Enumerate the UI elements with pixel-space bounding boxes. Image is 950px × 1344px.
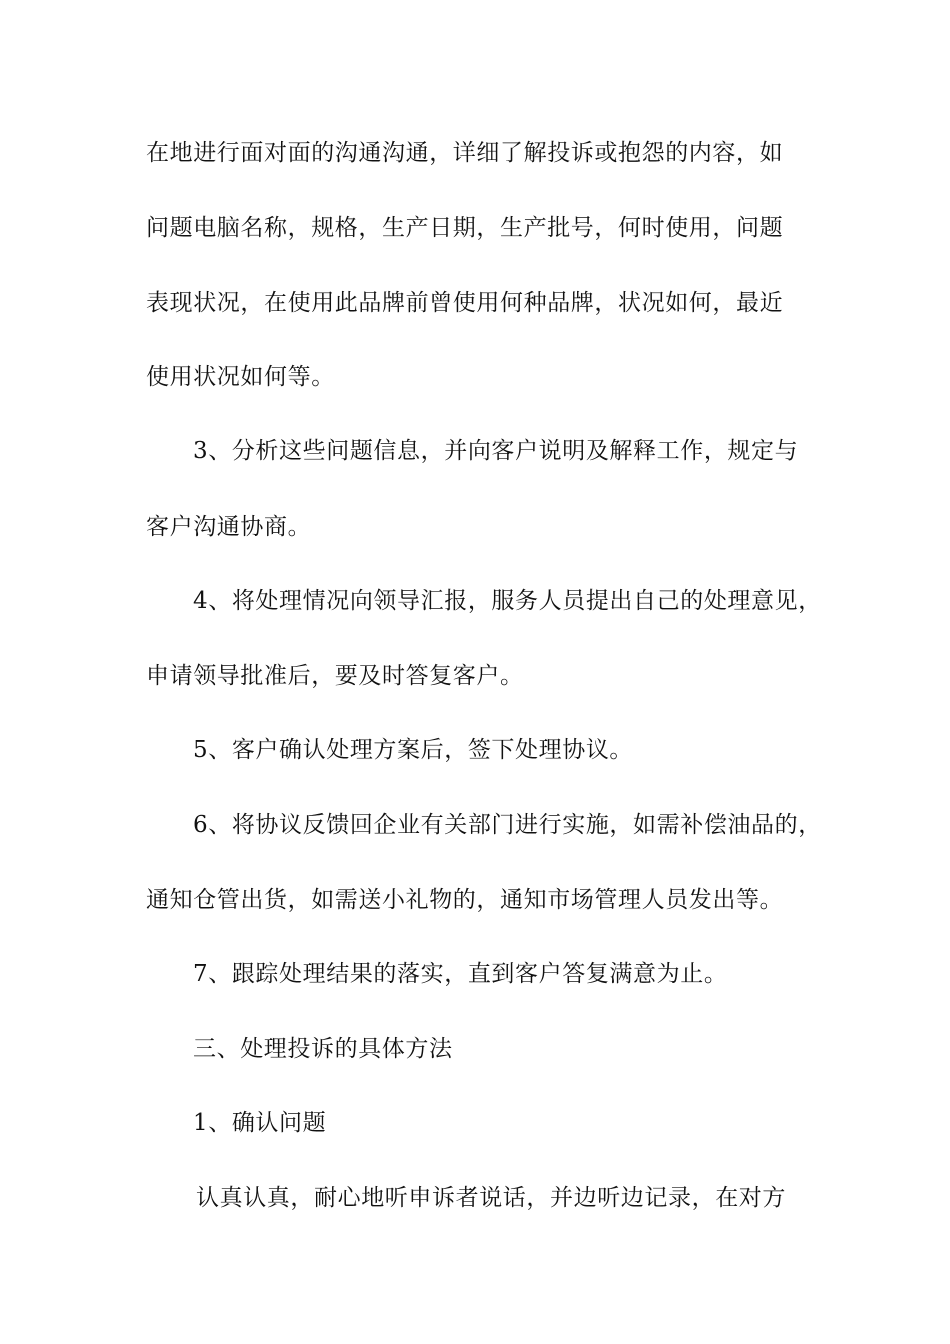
paragraph-line: 使用状况如何等。 — [146, 364, 335, 390]
list-item-4-line: 4、将处理情况向领导汇报，服务人员提出自己的处理意见， — [193, 588, 822, 614]
paragraph-line: 认真认真，耐心地听申诉者说话，并边听边记录，在对方 — [196, 1185, 786, 1211]
list-item-5-line: 5、客户确认处理方案后，签下处理协议。 — [193, 737, 634, 763]
paragraph-line: 问题电脑名称，规格，生产日期，生产批号，何时使用，问题 — [146, 215, 784, 241]
paragraph-line: 通知仓管出货，如需送小礼物的，通知市场管理人员发出等。 — [146, 887, 784, 913]
paragraph-line: 客户沟通协商。 — [146, 514, 312, 540]
paragraph-line: 在地进行面对面的沟通沟通，详细了解投诉或抱怨的内容，如 — [146, 140, 784, 166]
subsection-heading: 1、确认问题 — [193, 1110, 327, 1136]
paragraph-line: 表现状况，在使用此品牌前曾使用何种品牌，状况如何，最近 — [146, 290, 784, 316]
list-item-6-line: 6、将协议反馈回企业有关部门进行实施，如需补偿油品的， — [193, 812, 822, 838]
list-item-3-line: 3、分析这些问题信息，并向客户说明及解释工作，规定与 — [193, 438, 799, 464]
section-heading: 三、处理投诉的具体方法 — [193, 1036, 453, 1062]
paragraph-line: 申请领导批准后，要及时答复客户。 — [146, 663, 524, 689]
list-item-7-line: 7、跟踪处理结果的落实，直到客户答复满意为止。 — [193, 961, 728, 987]
